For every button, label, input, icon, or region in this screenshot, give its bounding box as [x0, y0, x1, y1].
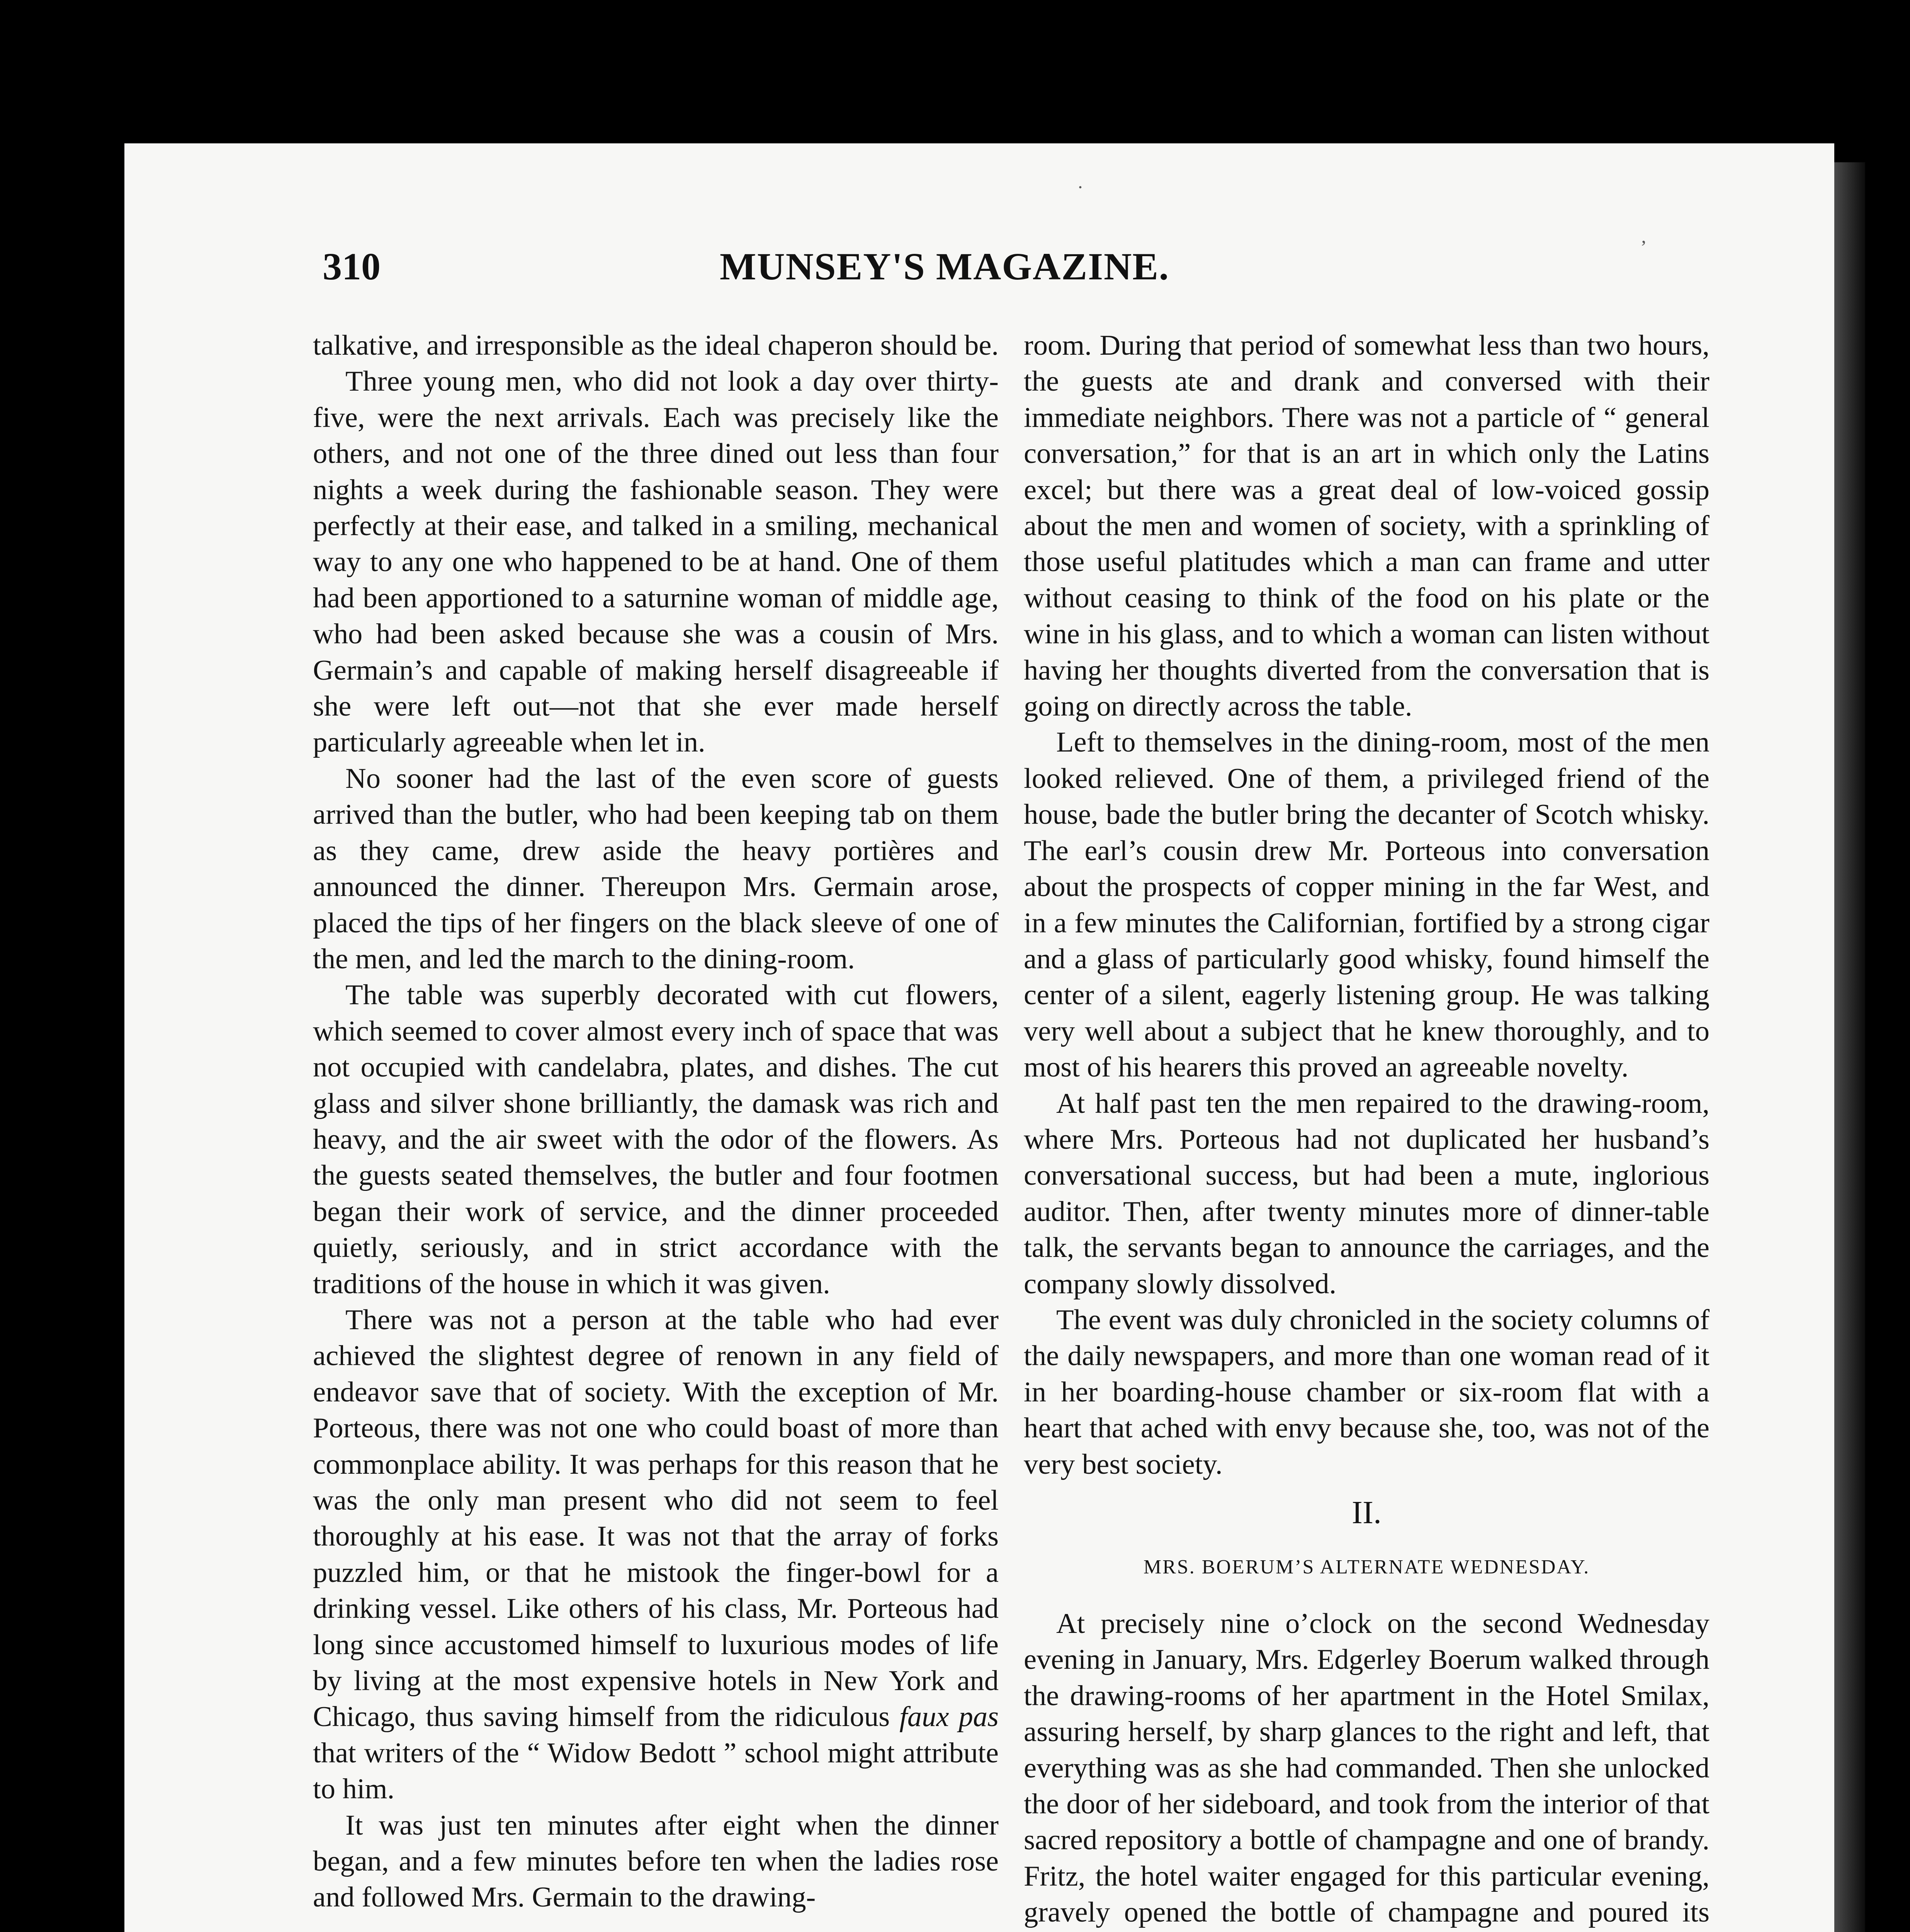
paragraph: At precisely nine o’clock on the second Wednesday evening in January, Mrs. Edgerley Boerum walked through the drawing-rooms of her apartment in the Hotel Smilax, assuring herself, by sharp glances to the right and left, that everything was as she had commanded. Then she unlocked the door of her sideboard, and took from the interior of that sacred repository a bottle of champagne and one of brandy. Fritz, the hotel waiter engaged for this particular evening, gravely opened the bottle of champagne and poured its: [1024, 1608, 1709, 1929]
paragraph: Three young men, who did not look a day over thirty-five, were the next arrivals. Each was precisely like the others, and not one of the three dined out less than four nights a week during the fashionable season. They were perfectly at their ease, and talked in a smiling, mechanical way to any one who happened to be at hand. One of them had been apportioned to a saturnine woman of middle age, who had been asked because she was a cousin of Mrs. Germain’s and capable of making herself disagreeable if she were left out—not that she ever made herself particularly agreeable when let in.: [313, 366, 999, 759]
paragraph: Left to themselves in the dining-room, most of the men looked relieved. One of them, a privileged friend of the house, bade the butler bring the decanter of Scotch whisky. The earl’s cousin drew Mr. Porteous into conversation about the prospects of copper mining in the far West, and in a few minutes the Californian, fortified by a strong cigar and a glass of particularly good whisky, found himself the center of a silent, eagerly listening group. He was talking very well about a subject that he knew thoroughly, and to most of his hearers this proved an agreeable novelty.: [1024, 726, 1709, 1083]
paragraph: No sooner had the last of the even score of guests arrived than the butler, who had been keeping tab on them as they came, drew aside the heavy portières and announced the dinner. Thereupon Mrs. Germain arose, placed the tips of her fingers on the black sleeve of one of the men, and led the march to the dining-room.: [313, 762, 999, 975]
paragraph: [313, 1302, 999, 1808]
page-edge-shadow: [1834, 162, 1865, 1932]
section-numeral: II.: [1352, 1495, 1382, 1531]
right-column: [1024, 328, 1709, 1932]
left-column: [313, 328, 999, 1932]
page-header: [176, 242, 1713, 292]
page-number: 310: [323, 245, 381, 288]
paragraph: talkative, and irresponsible as the ideal chaperon should be.: [313, 330, 999, 361]
paragraph: It was just ten minutes after eight when the dinner began, and a few minutes before ten when the ladies rose and followed Mrs. Germain to the drawing-: [313, 1809, 999, 1913]
paragraph: At half past ten the men repaired to the drawing-room, where Mrs. Porteous had not duplicated her husband’s conversational success, but had been a mute, inglorious auditor. Then, after twenty minutes more of dinner-table talk, the servants began to announce the carriages, and the company slowly dissolved.: [1024, 1087, 1709, 1300]
chapter-subtitle: MRS. BOERUM’S ALTERNATE WEDNESDAY.: [1143, 1556, 1590, 1578]
paragraph-text: that writers of the “ Widow Bedott ” school might attribute to him.: [313, 1737, 999, 1805]
paragraph: The table was superbly decorated with cut flowers, which seemed to cover almost every inch of space that was not occupied with candelabra, plates, and dishes. The cut glass and silver shone brilliantly, the damask was rich and heavy, and the air sweet with the odor of the flowers. As the guests seated themselves, the butler and four footmen began their work of service, and the dinner proceeded quietly, seriously, and in strict accordance with the traditions of the house in which it was given.: [313, 979, 999, 1300]
paragraph-text: There was not a person at the table who had ever achieved the slightest degree of renown in any field of endeavor save that of society. With the exception of Mr. Porteous, there was not one who could boast of more than commonplace ability. It was perhaps for this reason that he was the only man present who did not seem to feel thoroughly at his ease. It was not that the array of forks puzzled him, or that he mistook the finger-bowl for a drinking vessel. Like others of his class, Mr. Porteous had long since accustomed himself to luxurious modes of life by living at the most expensive hotels in New York and Chicago, thus saving himself from the ridiculous: [313, 1304, 999, 1733]
dust-speck: ʼ: [1640, 236, 1647, 258]
paragraph: The event was duly chronicled in the society columns of the daily newspapers, and more than one woman read of it in her boarding-house chamber or six-room flat with a heart that ached with envy because she, too, was not of the very best society.: [1024, 1304, 1709, 1480]
dust-speck: ·: [1077, 176, 1084, 198]
paragraph: room. During that period of somewhat less than two hours, the guests ate and drank and conversed with their immediate neighbors. There was not a particle of “ general conversation,” for that is an art in which only the Latins excel; but there was a great deal of low-voiced gossip about the men and women of society, with a sprinkling of those useful platitudes which a man can frame and utter without ceasing to think of the food on his plate or the wine in his glass, and to which a woman can listen without having her thoughts diverted from the conversation that is going on directly across the table.: [1024, 330, 1709, 723]
running-title: MUNSEY'S MAGAZINE.: [720, 245, 1169, 288]
italic-phrase: faux pas: [899, 1701, 999, 1733]
